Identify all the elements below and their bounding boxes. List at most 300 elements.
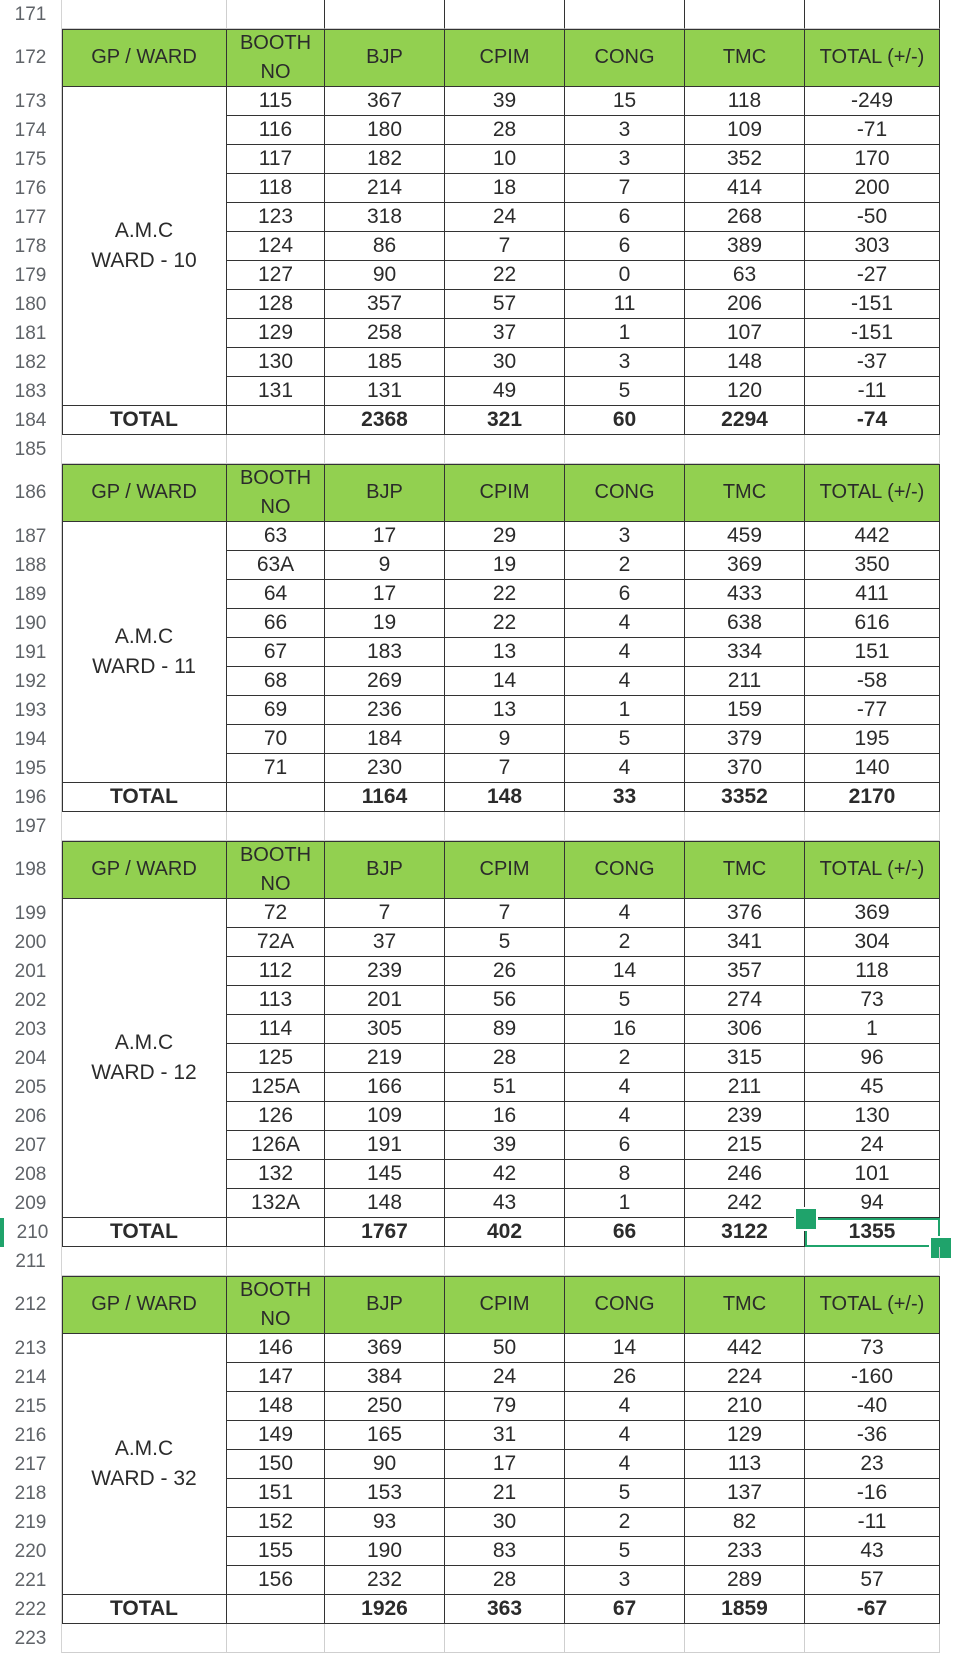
data-cell[interactable]: 3	[565, 145, 685, 174]
data-cell[interactable]: 125	[227, 1044, 325, 1073]
data-cell[interactable]: 71	[227, 754, 325, 783]
data-cell[interactable]: 190	[325, 1537, 445, 1566]
ward-name-cell[interactable]	[62, 522, 227, 783]
data-cell[interactable]: 5	[445, 928, 565, 957]
data-cell[interactable]: 24	[805, 1131, 940, 1160]
data-cell[interactable]: 14	[565, 957, 685, 986]
data-cell[interactable]: 5	[565, 377, 685, 406]
data-cell[interactable]: 211	[685, 667, 805, 696]
data-cell[interactable]: 123	[227, 203, 325, 232]
data-cell[interactable]: -11	[805, 377, 940, 406]
data-cell[interactable]: 230	[325, 754, 445, 783]
data-cell[interactable]: 132	[227, 1160, 325, 1189]
data-cell[interactable]: 219	[325, 1044, 445, 1073]
data-cell[interactable]: 30	[445, 348, 565, 377]
data-cell[interactable]: 17	[325, 522, 445, 551]
data-cell[interactable]: 379	[685, 725, 805, 754]
data-cell[interactable]: 39	[445, 87, 565, 116]
data-cell[interactable]: 125A	[227, 1073, 325, 1102]
row-number[interactable]: 202	[0, 986, 62, 1015]
row-number[interactable]: 181	[0, 319, 62, 348]
data-cell[interactable]: 191	[325, 1131, 445, 1160]
data-cell[interactable]: -77	[805, 696, 940, 725]
data-cell[interactable]: 29	[445, 522, 565, 551]
data-cell[interactable]: 45	[805, 1073, 940, 1102]
column-header-cpim[interactable]: CPIM	[445, 1276, 565, 1334]
row-number[interactable]: 208	[0, 1160, 62, 1189]
data-cell[interactable]: 31	[445, 1421, 565, 1450]
data-cell[interactable]: 258	[325, 319, 445, 348]
row-number[interactable]: 185	[0, 435, 62, 464]
data-cell[interactable]: 37	[325, 928, 445, 957]
data-cell[interactable]: -16	[805, 1479, 940, 1508]
data-cell[interactable]: 195	[805, 725, 940, 754]
cell[interactable]	[685, 435, 805, 464]
data-cell[interactable]: 37	[445, 319, 565, 348]
row-number[interactable]: 207	[0, 1131, 62, 1160]
total-cell[interactable]: 67	[565, 1595, 685, 1624]
data-cell[interactable]: 1	[805, 1015, 940, 1044]
row-number[interactable]: 206	[0, 1102, 62, 1131]
row-number[interactable]: 203	[0, 1015, 62, 1044]
data-cell[interactable]: 22	[445, 261, 565, 290]
cell[interactable]	[445, 1247, 565, 1276]
data-cell[interactable]: 4	[565, 754, 685, 783]
data-cell[interactable]: -50	[805, 203, 940, 232]
column-header-ward[interactable]: GP / WARD	[62, 1276, 227, 1334]
data-cell[interactable]	[227, 406, 325, 435]
data-cell[interactable]: 43	[805, 1537, 940, 1566]
data-cell[interactable]: 57	[445, 290, 565, 319]
data-cell[interactable]: 19	[445, 551, 565, 580]
total-cell[interactable]: 1926	[325, 1595, 445, 1624]
data-cell[interactable]: 180	[325, 116, 445, 145]
data-cell[interactable]: 182	[325, 145, 445, 174]
data-cell[interactable]: 82	[685, 1508, 805, 1537]
data-cell[interactable]: 7	[445, 754, 565, 783]
data-cell[interactable]: 414	[685, 174, 805, 203]
column-header-bjp[interactable]: BJP	[325, 1276, 445, 1334]
row-number[interactable]: 211	[0, 1247, 62, 1276]
data-cell[interactable]: 6	[565, 203, 685, 232]
data-cell[interactable]: 153	[325, 1479, 445, 1508]
column-header-cong[interactable]: CONG	[565, 464, 685, 522]
row-number[interactable]: 179	[0, 261, 62, 290]
data-cell[interactable]: 442	[805, 522, 940, 551]
data-cell[interactable]: 11	[565, 290, 685, 319]
column-header-cong[interactable]: CONG	[565, 841, 685, 899]
column-header-bjp[interactable]: BJP	[325, 464, 445, 522]
cell[interactable]	[685, 1624, 805, 1653]
data-cell[interactable]: 109	[325, 1102, 445, 1131]
data-cell[interactable]: 215	[685, 1131, 805, 1160]
data-cell[interactable]: 4	[565, 1421, 685, 1450]
data-cell[interactable]: 42	[445, 1160, 565, 1189]
data-cell[interactable]: 49	[445, 377, 565, 406]
cell[interactable]	[445, 1624, 565, 1653]
data-cell[interactable]: 28	[445, 116, 565, 145]
data-cell[interactable]: 5	[565, 986, 685, 1015]
data-cell[interactable]: 15	[565, 87, 685, 116]
column-header-tmc[interactable]: TMC	[685, 464, 805, 522]
data-cell[interactable]: -40	[805, 1392, 940, 1421]
data-cell[interactable]: 3	[565, 116, 685, 145]
data-cell[interactable]: 129	[685, 1421, 805, 1450]
cell[interactable]	[325, 812, 445, 841]
cell[interactable]	[685, 0, 805, 29]
data-cell[interactable]: 124	[227, 232, 325, 261]
row-number[interactable]: 200	[0, 928, 62, 957]
data-cell[interactable]: 305	[325, 1015, 445, 1044]
data-cell[interactable]: 50	[445, 1334, 565, 1363]
data-cell[interactable]: 130	[805, 1102, 940, 1131]
data-cell[interactable]: 3	[565, 348, 685, 377]
data-cell[interactable]: 376	[685, 899, 805, 928]
data-cell[interactable]: 24	[445, 203, 565, 232]
data-cell[interactable]: 151	[805, 638, 940, 667]
data-cell[interactable]: 389	[685, 232, 805, 261]
data-cell[interactable]: 43	[445, 1189, 565, 1218]
data-cell[interactable]: 63	[685, 261, 805, 290]
data-cell[interactable]: -151	[805, 319, 940, 348]
row-number[interactable]: 197	[0, 812, 62, 841]
row-number[interactable]: 193	[0, 696, 62, 725]
data-cell[interactable]: 17	[445, 1450, 565, 1479]
row-number[interactable]: 174	[0, 116, 62, 145]
data-cell[interactable]: 9	[445, 725, 565, 754]
column-header-total[interactable]: TOTAL (+/-)	[805, 29, 940, 87]
data-cell[interactable]: 4	[565, 899, 685, 928]
cell[interactable]	[445, 435, 565, 464]
data-cell[interactable]: 214	[325, 174, 445, 203]
data-cell[interactable]: 369	[325, 1334, 445, 1363]
column-header-cpim[interactable]: CPIM	[445, 464, 565, 522]
data-cell[interactable]: -151	[805, 290, 940, 319]
data-cell[interactable]: 112	[227, 957, 325, 986]
total-label[interactable]: TOTAL	[62, 406, 227, 435]
total-cell[interactable]: 2170	[805, 783, 940, 812]
data-cell[interactable]: 10	[445, 145, 565, 174]
row-number[interactable]: 171	[0, 0, 62, 29]
data-cell[interactable]: 246	[685, 1160, 805, 1189]
row-number[interactable]: 216	[0, 1421, 62, 1450]
row-number[interactable]: 223	[0, 1624, 62, 1653]
cell[interactable]	[325, 435, 445, 464]
data-cell[interactable]: 118	[685, 87, 805, 116]
column-header-ward[interactable]: GP / WARD	[62, 464, 227, 522]
total-cell[interactable]: 2368	[325, 406, 445, 435]
total-cell[interactable]: 1767	[325, 1218, 445, 1247]
row-number[interactable]: 173	[0, 87, 62, 116]
data-cell[interactable]: 113	[685, 1450, 805, 1479]
data-cell[interactable]: 1	[565, 319, 685, 348]
data-cell[interactable]: 18	[445, 174, 565, 203]
column-header-bjp[interactable]: BJP	[325, 29, 445, 87]
data-cell[interactable]: -11	[805, 1508, 940, 1537]
data-cell[interactable]: 370	[685, 754, 805, 783]
data-cell[interactable]: 184	[325, 725, 445, 754]
data-cell[interactable]: 72A	[227, 928, 325, 957]
data-cell[interactable]: 129	[227, 319, 325, 348]
data-cell[interactable]: 89	[445, 1015, 565, 1044]
data-cell[interactable]: 318	[325, 203, 445, 232]
cell[interactable]	[565, 435, 685, 464]
data-cell[interactable]: 384	[325, 1363, 445, 1392]
data-cell[interactable]: 17	[325, 580, 445, 609]
data-cell[interactable]: 2	[565, 928, 685, 957]
total-cell[interactable]: 3352	[685, 783, 805, 812]
column-header-booth[interactable]	[227, 464, 325, 522]
cell[interactable]	[227, 1247, 325, 1276]
row-number[interactable]: 176	[0, 174, 62, 203]
row-number[interactable]: 213	[0, 1334, 62, 1363]
data-cell[interactable]: 83	[445, 1537, 565, 1566]
data-cell[interactable]: 16	[565, 1015, 685, 1044]
data-cell[interactable]: 147	[227, 1363, 325, 1392]
data-cell[interactable]: 66	[227, 609, 325, 638]
data-cell[interactable]: -37	[805, 348, 940, 377]
total-cell[interactable]: -74	[805, 406, 940, 435]
data-cell[interactable]: 28	[445, 1566, 565, 1595]
data-cell[interactable]: 39	[445, 1131, 565, 1160]
row-number[interactable]: 186	[0, 464, 62, 522]
data-cell[interactable]: 13	[445, 638, 565, 667]
total-cell[interactable]: 66	[565, 1218, 685, 1247]
data-cell[interactable]: 5	[565, 725, 685, 754]
data-cell[interactable]: 130	[227, 348, 325, 377]
column-header-cpim[interactable]: CPIM	[445, 29, 565, 87]
column-header-cong[interactable]: CONG	[565, 1276, 685, 1334]
data-cell[interactable]: 69	[227, 696, 325, 725]
data-cell[interactable]: 242	[685, 1189, 805, 1218]
data-cell[interactable]: 357	[325, 290, 445, 319]
data-cell[interactable]: 56	[445, 986, 565, 1015]
row-number[interactable]: 188	[0, 551, 62, 580]
row-number[interactable]: 212	[0, 1276, 62, 1334]
data-cell[interactable]: 269	[325, 667, 445, 696]
data-cell[interactable]: 250	[325, 1392, 445, 1421]
data-cell[interactable]: 352	[685, 145, 805, 174]
data-cell[interactable]: 233	[685, 1537, 805, 1566]
cell[interactable]	[62, 812, 227, 841]
cell[interactable]	[805, 0, 940, 29]
data-cell[interactable]: 21	[445, 1479, 565, 1508]
data-cell[interactable]: 165	[325, 1421, 445, 1450]
cell[interactable]	[565, 0, 685, 29]
data-cell[interactable]: 64	[227, 580, 325, 609]
data-cell[interactable]: 148	[685, 348, 805, 377]
data-cell[interactable]: 170	[805, 145, 940, 174]
data-cell[interactable]: 137	[685, 1479, 805, 1508]
column-header-tmc[interactable]: TMC	[685, 29, 805, 87]
data-cell[interactable]: 2	[565, 1044, 685, 1073]
data-cell[interactable]: 224	[685, 1363, 805, 1392]
row-number[interactable]: 195	[0, 754, 62, 783]
data-cell[interactable]: 4	[565, 609, 685, 638]
data-cell[interactable]: 22	[445, 580, 565, 609]
column-header-booth[interactable]	[227, 29, 325, 87]
data-cell[interactable]: 26	[565, 1363, 685, 1392]
data-cell[interactable]: 239	[685, 1102, 805, 1131]
data-cell[interactable]: 6	[565, 1131, 685, 1160]
data-cell[interactable]: 16	[445, 1102, 565, 1131]
data-cell[interactable]: 3	[565, 522, 685, 551]
data-cell[interactable]: -36	[805, 1421, 940, 1450]
cell[interactable]	[805, 435, 940, 464]
data-cell[interactable]: 113	[227, 986, 325, 1015]
cell[interactable]	[805, 1247, 940, 1276]
data-cell[interactable]: 210	[685, 1392, 805, 1421]
data-cell[interactable]: 26	[445, 957, 565, 986]
data-cell[interactable]: 51	[445, 1073, 565, 1102]
data-cell[interactable]: 145	[325, 1160, 445, 1189]
data-cell[interactable]	[227, 1218, 325, 1247]
data-cell[interactable]: 274	[685, 986, 805, 1015]
total-cell[interactable]: 148	[445, 783, 565, 812]
data-cell[interactable]: 117	[227, 145, 325, 174]
data-cell[interactable]: 146	[227, 1334, 325, 1363]
total-cell[interactable]: 33	[565, 783, 685, 812]
total-cell[interactable]: -67	[805, 1595, 940, 1624]
data-cell[interactable]: 115	[227, 87, 325, 116]
data-cell[interactable]: 7	[565, 174, 685, 203]
data-cell[interactable]: 459	[685, 522, 805, 551]
data-cell[interactable]: 2	[565, 551, 685, 580]
data-cell[interactable]: 236	[325, 696, 445, 725]
data-cell[interactable]: 7	[325, 899, 445, 928]
data-cell[interactable]: 341	[685, 928, 805, 957]
cell[interactable]	[227, 435, 325, 464]
data-cell[interactable]: 73	[805, 986, 940, 1015]
data-cell[interactable]: 185	[325, 348, 445, 377]
data-cell[interactable]	[227, 1595, 325, 1624]
data-cell[interactable]: 334	[685, 638, 805, 667]
data-cell[interactable]: 268	[685, 203, 805, 232]
column-header-bjp[interactable]: BJP	[325, 841, 445, 899]
data-cell[interactable]: 442	[685, 1334, 805, 1363]
data-cell[interactable]: 152	[227, 1508, 325, 1537]
data-cell[interactable]: 93	[325, 1508, 445, 1537]
cell[interactable]	[325, 1624, 445, 1653]
row-number[interactable]: 221	[0, 1566, 62, 1595]
data-cell[interactable]: -160	[805, 1363, 940, 1392]
data-cell[interactable]: 127	[227, 261, 325, 290]
row-number[interactable]: 180	[0, 290, 62, 319]
total-cell[interactable]: 2294	[685, 406, 805, 435]
data-cell[interactable]: 8	[565, 1160, 685, 1189]
data-cell[interactable]: 638	[685, 609, 805, 638]
total-cell[interactable]: 402	[445, 1218, 565, 1247]
cell[interactable]	[62, 435, 227, 464]
cell[interactable]	[62, 1247, 227, 1276]
row-number[interactable]: 214	[0, 1363, 62, 1392]
data-cell[interactable]: 79	[445, 1392, 565, 1421]
cell[interactable]	[325, 1247, 445, 1276]
column-header-cong[interactable]: CONG	[565, 29, 685, 87]
cell[interactable]	[805, 1624, 940, 1653]
data-cell[interactable]: 5	[565, 1537, 685, 1566]
row-number[interactable]: 191	[0, 638, 62, 667]
total-cell[interactable]: 1164	[325, 783, 445, 812]
data-cell[interactable]: 5	[565, 1479, 685, 1508]
data-cell[interactable]: 23	[805, 1450, 940, 1479]
ward-name-cell[interactable]	[62, 899, 227, 1218]
data-cell[interactable]: 57	[805, 1566, 940, 1595]
data-cell[interactable]: 6	[565, 580, 685, 609]
cell[interactable]	[227, 812, 325, 841]
data-cell[interactable]: 107	[685, 319, 805, 348]
cell[interactable]	[685, 812, 805, 841]
row-number[interactable]: 215	[0, 1392, 62, 1421]
data-cell[interactable]: -249	[805, 87, 940, 116]
column-header-ward[interactable]: GP / WARD	[62, 29, 227, 87]
row-number[interactable]: 190	[0, 609, 62, 638]
total-cell[interactable]: 3122	[685, 1218, 805, 1247]
row-number[interactable]: 196	[0, 783, 62, 812]
data-cell[interactable]: 148	[227, 1392, 325, 1421]
row-number[interactable]: 177	[0, 203, 62, 232]
data-cell[interactable]: 411	[805, 580, 940, 609]
data-cell[interactable]: 239	[325, 957, 445, 986]
row-number[interactable]: 199	[0, 899, 62, 928]
data-cell[interactable]: 9	[325, 551, 445, 580]
row-number[interactable]: 189	[0, 580, 62, 609]
row-number[interactable]: 172	[0, 29, 62, 87]
data-cell[interactable]: 206	[685, 290, 805, 319]
data-cell[interactable]: 7	[445, 232, 565, 261]
data-cell[interactable]: 120	[685, 377, 805, 406]
data-cell[interactable]: 22	[445, 609, 565, 638]
data-cell[interactable]: 1	[565, 1189, 685, 1218]
data-cell[interactable]: 369	[685, 551, 805, 580]
row-number[interactable]: 178	[0, 232, 62, 261]
data-cell[interactable]	[227, 783, 325, 812]
data-cell[interactable]: 150	[227, 1450, 325, 1479]
row-number[interactable]: 218	[0, 1479, 62, 1508]
data-cell[interactable]: 132A	[227, 1189, 325, 1218]
cell[interactable]	[445, 812, 565, 841]
data-cell[interactable]: 19	[325, 609, 445, 638]
column-header-tmc[interactable]: TMC	[685, 1276, 805, 1334]
row-number[interactable]: 210	[0, 1218, 62, 1247]
row-number[interactable]: 220	[0, 1537, 62, 1566]
data-cell[interactable]: 156	[227, 1566, 325, 1595]
column-header-booth[interactable]	[227, 841, 325, 899]
total-label[interactable]: TOTAL	[62, 1218, 227, 1247]
data-cell[interactable]: -71	[805, 116, 940, 145]
data-cell[interactable]: 211	[685, 1073, 805, 1102]
selection-handle-start[interactable]	[794, 1207, 818, 1231]
row-number[interactable]: 198	[0, 841, 62, 899]
data-cell[interactable]: -27	[805, 261, 940, 290]
data-cell[interactable]: 149	[227, 1421, 325, 1450]
data-cell[interactable]: 159	[685, 696, 805, 725]
data-cell[interactable]: 4	[565, 667, 685, 696]
data-cell[interactable]: 101	[805, 1160, 940, 1189]
data-cell[interactable]: 90	[325, 1450, 445, 1479]
total-cell[interactable]: 1859	[685, 1595, 805, 1624]
row-number[interactable]: 183	[0, 377, 62, 406]
cell[interactable]	[445, 0, 565, 29]
data-cell[interactable]: 4	[565, 1450, 685, 1479]
data-cell[interactable]: 131	[325, 377, 445, 406]
data-cell[interactable]: 155	[227, 1537, 325, 1566]
data-cell[interactable]: 140	[805, 754, 940, 783]
cell[interactable]	[805, 812, 940, 841]
data-cell[interactable]: 63A	[227, 551, 325, 580]
selected-cell[interactable]: 1355	[805, 1218, 940, 1247]
cell[interactable]	[227, 1624, 325, 1653]
